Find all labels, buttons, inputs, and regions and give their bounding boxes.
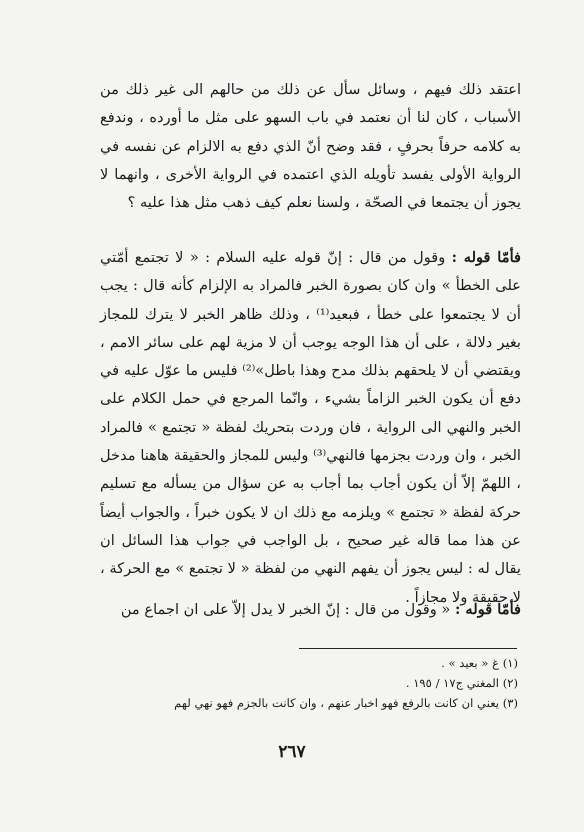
paragraph-3: [100, 596, 521, 624]
footnote-1: (١) غ « بعيد » .: [441, 656, 518, 670]
body-paragraph-1: [100, 76, 521, 217]
paragraph-3-text: « وقول من قال : إنّ الخبر لا يدل إلاّ على ان اجماع من: [120, 601, 451, 618]
footnote-3: (٣) يعني ان كانت بالرفع فهو اخبار عنهم ، وان كانت بالجزم فهو نهي لهم: [174, 696, 518, 710]
paragraph-2-lead: فأمّا قوله :: [451, 249, 521, 266]
footnote-separator: [299, 648, 517, 649]
footnote-2: (٢) المغني ج١٧ / ١٩٥ .: [405, 676, 518, 690]
paragraph-2-text: وقول من قال : إنّ قوله عليه السلام : « لا تجتمع أمّتي على الخطأ » وان كان بصورة الخبر فالمراد به الإلزام كأنه قال : يجب أن لا يجتمعوا على خطأ ، فبعيد⁽¹⁾ ، وذلك ظاهر الخبر لا يترك للمجاز بغير دلالة ، على أن هذا الوجه يوجب أن لا مزية لهم على سائر الامم ، ويقتضي أن لا يلحقهم بذلك مدح وهذا باطل»⁽²⁾ فليس ما عوّل عليه في دفع أن يكون الخبر الزاماً بشيء ، وانّما المرجع في حمل الكلام على الخبر والنهي الى الرواية ، فان وردت بتحريك لفظة « تجتمع » فالمراد الخبر ، وان وردت بجزمها فالنهي⁽³⁾ وليس للمجاز والحقيقة هاهنا مدخل ، اللهمّ إلاّ أن يكون أجاب بما أجاب به عن سؤال من يسأله مع تسليم حركة لفظة « تجتمع » ويلزمه مع ذلك ان لا يكون خبراً ، والجواب أيضاً عن هذا مما قاله غير صحيح ، بل الواجب في جواب هذا السائل ان يقال له : ليس يجوز أن يفهم النهي من لفظة « لا تجتمع » مع الحركة ، لا حقيقة ولا مجازاً .: [100, 249, 521, 606]
paragraph-3-lead: فأمّا قوله :: [454, 601, 521, 618]
footnotes: [174, 653, 518, 713]
body-paragraph-2: [100, 244, 521, 612]
paragraph-1-text: اعتقد ذلك فيهم ، وسائل سأل عن ذلك من حالهم الى غير ذلك من الأسباب ، كان لنا أن نعتمد في باب السهو على مثل ما أورده ، وندفع به كلامه حرفاً بحرفٍ ، فقد وضح أنّ الذي دفع به الالزام عن نفسه في الرواية الأولى يفسد تأويله الذي اعتمده في الرواية الأخرى ، وانهما لا يجوز أن يجتمعا في الصحّة ، ولسنا نعلم كيف ذهب مثل هذا عليه ؟: [100, 81, 521, 212]
body-paragraph-3: [100, 596, 521, 624]
paragraph-2: [100, 244, 521, 612]
page-number: ٢٦٧: [278, 742, 306, 762]
